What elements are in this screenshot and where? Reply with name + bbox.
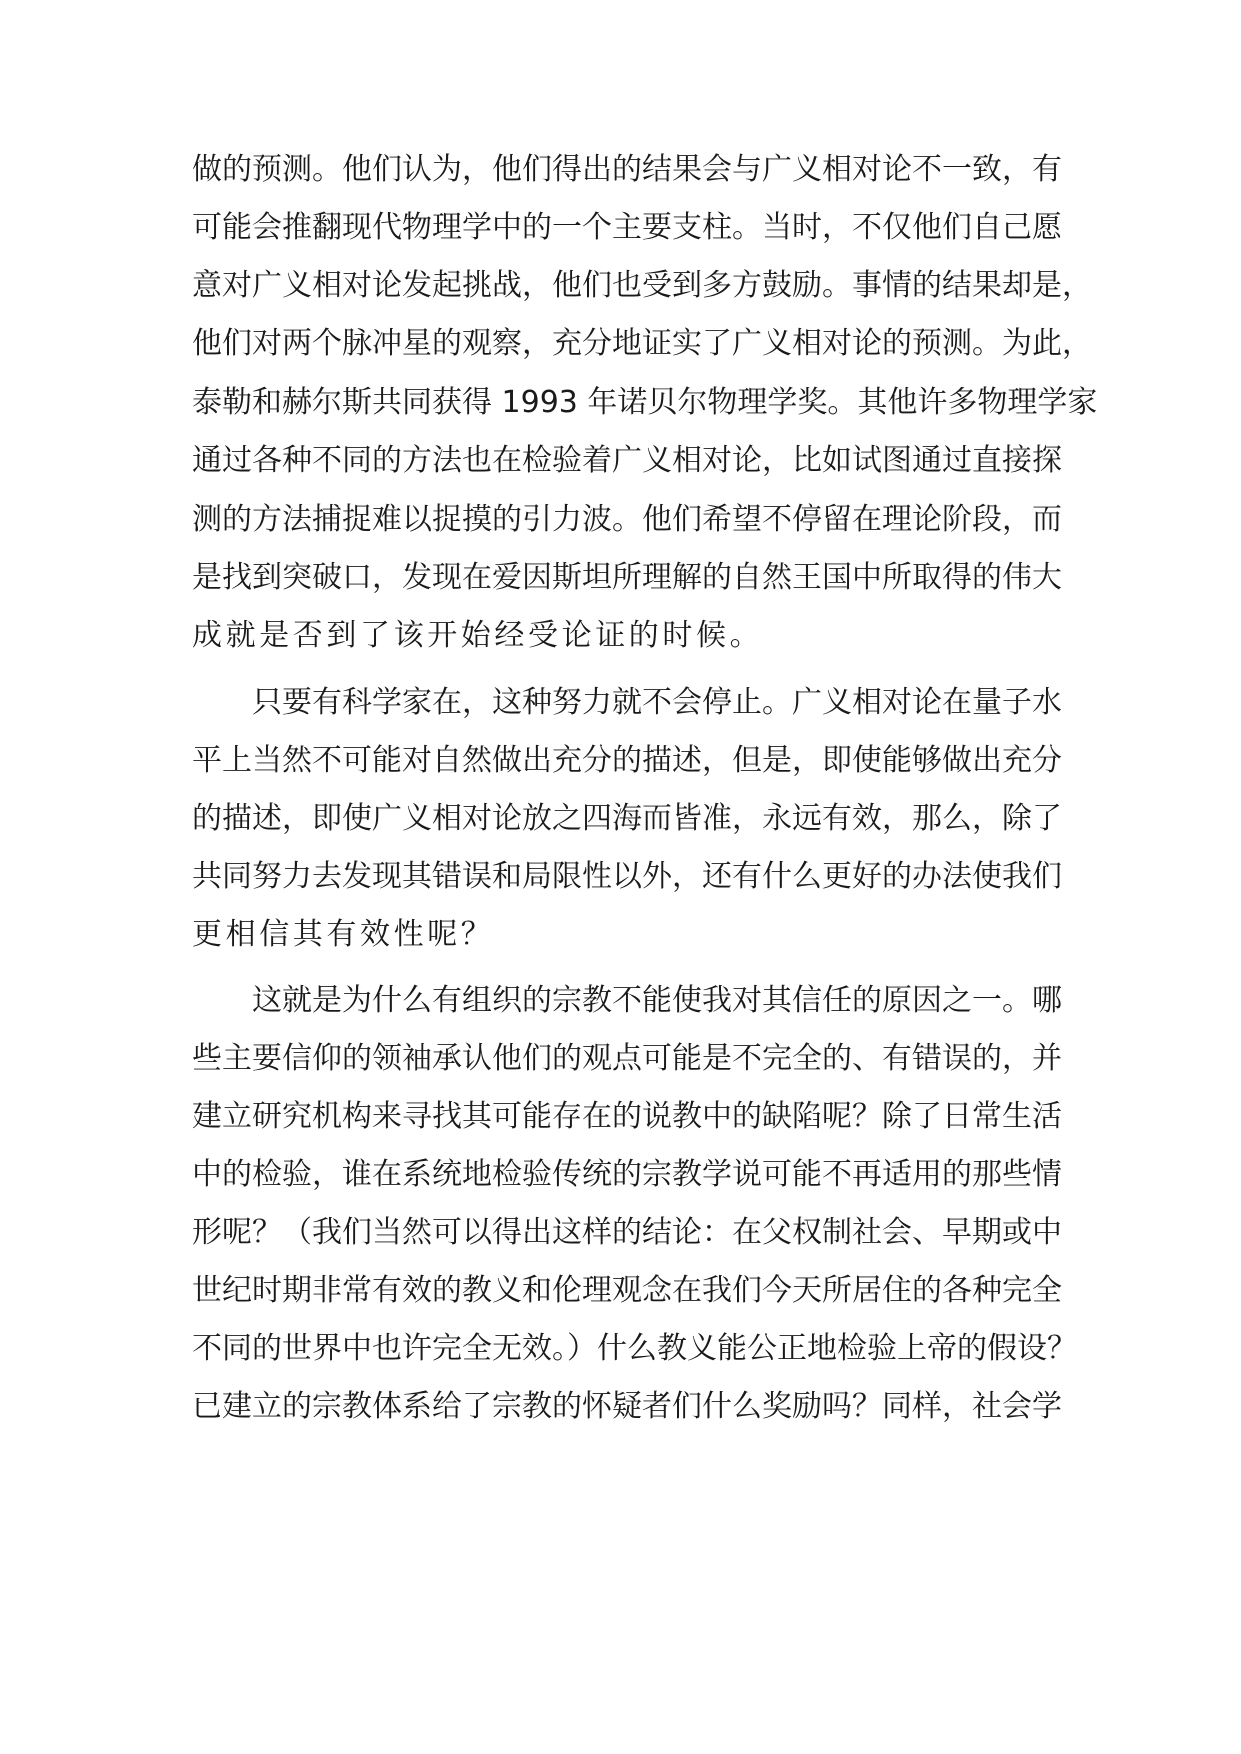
text-line: 些主要信仰的领袖承认他们的观点可能是不完全的、有错误的，并 xyxy=(192,1041,1062,1076)
text-line: 测的方法捕捉难以捉摸的引力波。他们希望不停留在理论阶段，而 xyxy=(192,502,1062,537)
text-line: 形呢？（我们当然可以得出这样的结论：在父权制社会、早期或中 xyxy=(192,1215,1062,1250)
text-line: 建立研究机构来寻找其可能存在的说教中的缺陷呢？除了日常生活 xyxy=(192,1099,1062,1134)
text-line: 可能会推翻现代物理学中的一个主要支柱。当时，不仅他们自己愿 xyxy=(192,210,1062,245)
text-line: 只要有科学家在，这种努力就不会停止。广义相对论在量子水 xyxy=(252,685,1062,720)
text-line: 世纪时期非常有效的教义和伦理观念在我们今天所居住的各种完全 xyxy=(192,1273,1062,1308)
text-line: 泰勒和赫尔斯共同获得 1993 年诺贝尔物理学奖。其他许多物理学家 xyxy=(192,385,1098,420)
text-line: 共同努力去发现其错误和局限性以外，还有什么更好的办法使我们 xyxy=(192,859,1062,894)
text-line: 中的检验，谁在系统地检验传统的宗教学说可能不再适用的那些情 xyxy=(192,1157,1062,1192)
text-line: 更相信其有效性呢？ xyxy=(192,917,495,952)
text-line: 这就是为什么有组织的宗教不能使我对其信任的原因之一。哪 xyxy=(252,983,1062,1018)
text-line: 的描述，即使广义相对论放之四海而皆准，永远有效，那么，除了 xyxy=(192,801,1062,836)
text-line: 平上当然不可能对自然做出充分的描述，但是，即使能够做出充分 xyxy=(192,743,1062,778)
text-line: 做的预测。他们认为，他们得出的结果会与广义相对论不一致，有 xyxy=(192,152,1062,187)
text-line: 意对广义相对论发起挑战，他们也受到多方鼓励。事情的结果却是， xyxy=(192,268,1092,303)
text-line: 已建立的宗教体系给了宗教的怀疑者们什么奖励吗？同样，社会学 xyxy=(192,1389,1062,1424)
text-line: 成就是否到了该开始经受论证的时候。 xyxy=(192,618,764,653)
text-line: 他们对两个脉冲星的观察，充分地证实了广义相对论的预测。为此， xyxy=(192,326,1092,361)
text-line: 通过各种不同的方法也在检验着广义相对论，比如试图通过直接探 xyxy=(192,443,1062,478)
text-line: 不同的世界中也许完全无效。）什么教义能公正地检验上帝的假设？ xyxy=(192,1331,1077,1366)
text-line: 是找到突破口，发现在爱因斯坦所理解的自然王国中所取得的伟大 xyxy=(192,560,1062,595)
